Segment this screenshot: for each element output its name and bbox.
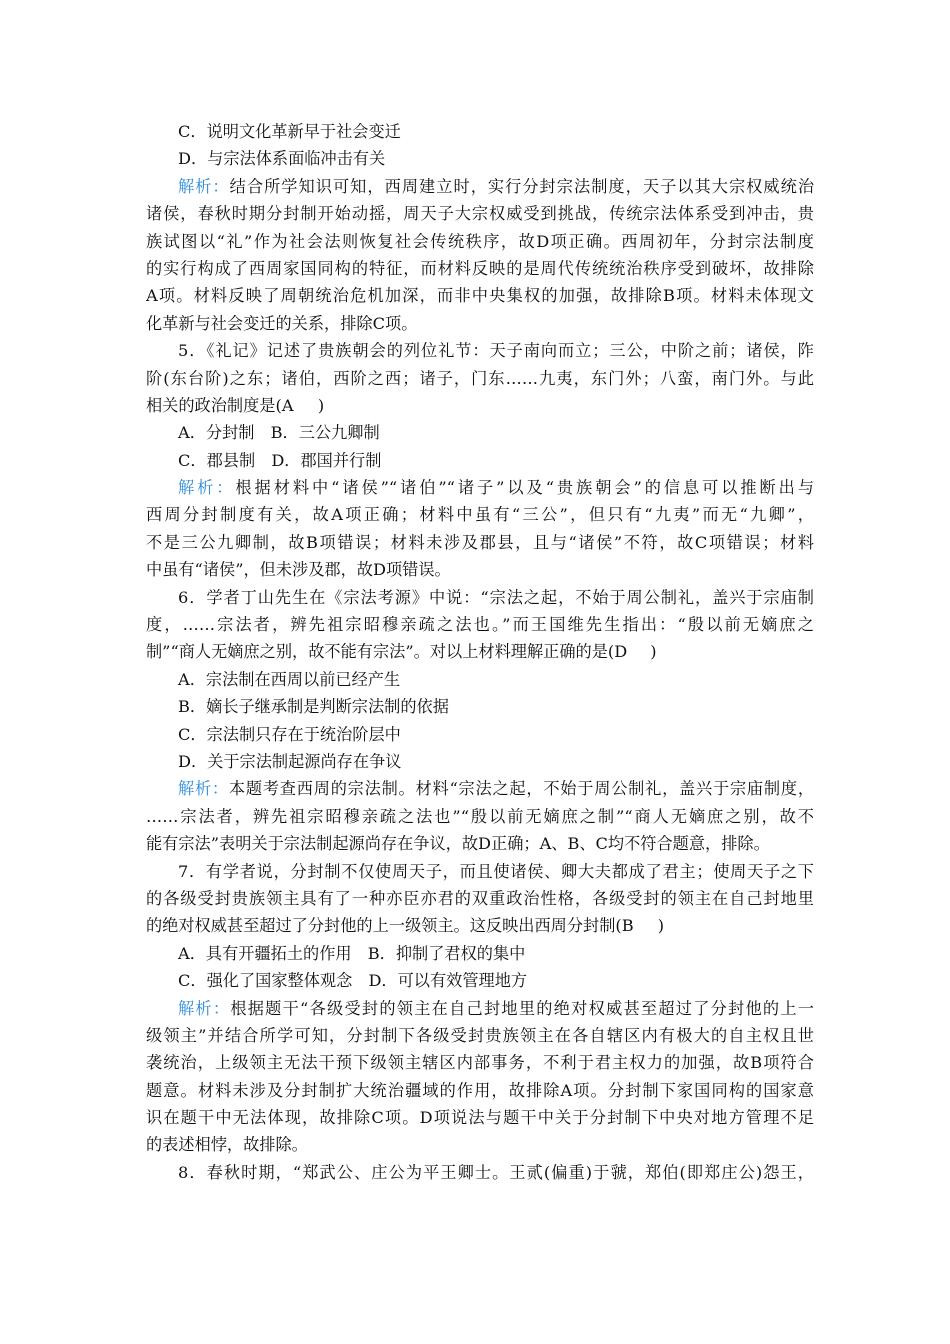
analysis-label: 解析：	[178, 998, 231, 1018]
q7-analysis-line: 题意。材料未涉及分封制扩大统治疆域的作用，故排除A项。分封制下家国同构的国家意	[146, 1080, 814, 1100]
document-page	[146, 118, 814, 1186]
q5-option-row: C．郡县制 D．郡国并行制	[178, 450, 382, 470]
q6-answer: D	[614, 642, 628, 662]
q6-analysis-line: ……宗法者，辨先祖宗昭穆亲疏之法也”“殷以前无嫡庶之制”“商人无嫡庶之别，故不	[146, 806, 814, 826]
q4-analysis-line: 的实行构成了西周家国同构的特征，而材料反映的是周代传统统治秩序受到破坏，故排除	[146, 258, 814, 278]
q5-analysis-line: 西周分封制度有关，故A项正确；材料中虽有“三公”，但只有“九夷”而无“九卿”，	[146, 505, 814, 525]
q6-analysis-line: 能有宗法”表明关于宗法制起源尚存在争议，故D正确；A、B、C均不符合题意，排除。	[146, 834, 770, 854]
q4-option-d: D．与宗法体系面临冲击有关	[178, 149, 386, 169]
q6-stem-line: 6．学者丁山先生在《宗法考源》中说：“宗法之起，不始于周公制礼，盖兴于宗庙制	[178, 587, 814, 607]
q4-analysis-line: 解析：结合所学知识可知，西周建立时，实行分封宗法制度，天子以其大宗权威统治	[178, 176, 814, 196]
q7-analysis-line: 袭统治，上级领主无法干预下级领主辖区内部事务，不利于君主权力的加强，故B项符合	[146, 1053, 814, 1073]
analysis-label: 解析：	[178, 176, 230, 196]
q4-option-c: C．说明文化革新早于社会变迁	[178, 122, 401, 141]
q8-stem-line: 8．春秋时期，“郑武公、庄公为平王卿士。王贰(偏重)于虢，郑伯(即郑庄公)怨王，	[178, 1162, 814, 1182]
q5-analysis-line: 中虽有“诸侯”，但未涉及郡，故D项错误。	[146, 560, 451, 580]
q6-analysis-line: 解析：本题考查西周的宗法制。材料“宗法之起，不始于周公制礼，盖兴于宗庙制度，	[178, 779, 814, 799]
analysis-label: 解析：	[178, 779, 229, 799]
q5-stem-line: 阶(东台阶)之东；诸伯，西阶之西；诸子，门东……九夷，东门外；八蛮，南门外。与此	[146, 368, 814, 388]
q7-option-row: A．具有开疆拓土的作用 B．抑制了君权的集中	[178, 943, 526, 963]
q5-stem-line: 5．《礼记》记述了贵族朝会的列位礼节：天子南向而立；三公，中阶之前；诸侯，阼	[178, 341, 814, 361]
q6-stem-line: 制”“商人无嫡庶之别，故不能有宗法”。对以上材料理解正确的是(D )	[146, 638, 814, 665]
q6-option: D．关于宗法制起源尚存在争议	[178, 751, 402, 771]
q6-option: B．嫡长子继承制是判断宗法制的依据	[178, 697, 449, 717]
q5-option-row: A．分封制 B．三公九卿制	[178, 423, 380, 443]
q5-analysis-line: 解析：根据材料中“诸侯”“诸伯”“诸子”以及“贵族朝会”的信息可以推断出与	[178, 478, 814, 498]
q7-stem-line: 的各级受封贵族领主具有了一种亦臣亦君的双重政治性格，各级受封的领主在自己封地里	[146, 888, 814, 908]
q7-option-row: C．强化了国家整体观念 D．可以有效管理地方	[178, 971, 528, 991]
q7-answer: B	[621, 916, 634, 936]
q7-analysis-line: 级领主”并结合所学可知，分封制下各级受封贵族领主在各自辖区内有极大的自主权且世	[146, 1025, 814, 1045]
analysis-label: 解析：	[178, 478, 236, 498]
q5-answer: A	[281, 395, 294, 415]
q6-option: C．宗法制只存在于统治阶层中	[178, 724, 401, 744]
q5-stem-line: 相关的政治制度是(A )	[146, 392, 814, 419]
q4-analysis-line: 化革新与社会变迁的关系，排除C项。	[146, 313, 418, 333]
q7-stem-line: 7．有学者说，分封制不仅使周天子，而且使诸侯、卿大夫都成了君主；使周天子之下	[178, 861, 814, 881]
q4-analysis-line: 诸侯，春秋时期分封制开始动摇，周天子大宗权威受到挑战，传统宗法体系受到冲击，贵	[146, 204, 814, 224]
q6-stem-line: 度，……宗法者，辨先祖宗昭穆亲疏之法也。”而王国维先生指出：“殷以前无嫡庶之	[146, 615, 814, 635]
q4-analysis-line: A项。材料反映了周朝统治危机加深，而非中央集权的加强，故排除B项。材料未体现文	[146, 286, 814, 306]
q5-analysis-line: 不是三公九卿制，故B项错误；材料未涉及郡县，且与“诸侯”不符，故C项错误；材料	[146, 532, 814, 552]
q4-analysis-line: 族试图以“礼”作为社会法则恢复社会传统秩序，故D项正确。西周初年，分封宗法制度	[146, 231, 814, 251]
q7-stem-line: 的绝对权威甚至超过了分封他的上一级领主。这反映出西周分封制(B )	[146, 912, 814, 939]
q7-analysis-line: 的表述相悖，故排除。	[146, 1135, 308, 1155]
q7-analysis-line: 解析：根据题干“各级受封的领主在自己封地里的绝对权威甚至超过了分封他的上一	[178, 998, 814, 1018]
q7-analysis-line: 识在题干中无法体现，故排除C项。D项说法与题干中关于分封制下中央对地方管理不足	[146, 1108, 814, 1128]
q6-option: A．宗法制在西周以前已经产生	[178, 669, 401, 689]
